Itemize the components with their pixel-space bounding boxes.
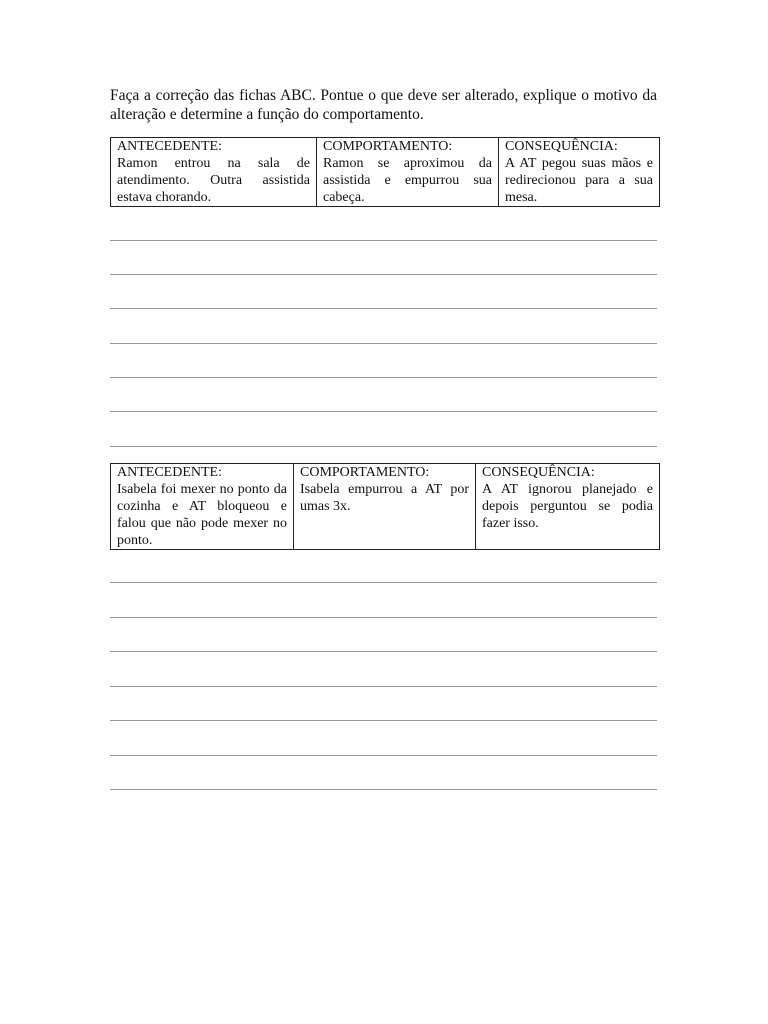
- instructions-paragraph: Faça a correção das fichas ABC. Pontue o que deve ser alterado, explique o motivo da alteração e determine a função do comportamento.: [110, 87, 657, 123]
- antecedente-cell: [111, 138, 317, 207]
- comportamento-cell: [317, 138, 499, 207]
- antecedente-label: ANTECEDENTE:: [117, 139, 222, 154]
- consequencia-text: A AT pegou suas mãos e redirecionou para a sua mesa.: [505, 156, 653, 205]
- comportamento-text: Ramon se aproximou da assistida e empurrou sua cabeça.: [323, 156, 492, 205]
- consequencia-cell: [476, 464, 660, 550]
- antecedente-label: ANTECEDENTE:: [117, 465, 222, 480]
- abc-table-2: [110, 463, 660, 550]
- consequencia-cell: [499, 138, 660, 207]
- table-row: [111, 464, 660, 550]
- abc-table-1: [110, 137, 660, 207]
- answer-line: [110, 274, 657, 275]
- consequencia-label: CONSEQUÊNCIA:: [482, 465, 595, 480]
- answer-line: [110, 377, 657, 378]
- answer-line: [110, 789, 657, 790]
- consequencia-text: A AT ignorou planejado e depois perguntou se podia fazer isso.: [482, 482, 653, 531]
- answer-line: [110, 240, 657, 241]
- table-row: [111, 138, 660, 207]
- answer-line: [110, 617, 657, 618]
- answer-line: [110, 308, 657, 309]
- comportamento-cell: [294, 464, 476, 550]
- antecedente-cell: [111, 464, 294, 550]
- answer-line: [110, 651, 657, 652]
- answer-line: [110, 343, 657, 344]
- answer-line: [110, 686, 657, 687]
- answer-line: [110, 720, 657, 721]
- comportamento-text: Isabela empurrou a AT por umas 3x.: [300, 482, 469, 514]
- comportamento-label: COMPORTAMENTO:: [300, 465, 430, 480]
- answer-line: [110, 446, 657, 447]
- answer-line: [110, 755, 657, 756]
- answer-line: [110, 411, 657, 412]
- antecedente-text: Isabela foi mexer no ponto da cozinha e AT bloqueou e falou que não pode mexer no ponto.: [117, 482, 287, 548]
- answer-line: [110, 582, 657, 583]
- comportamento-label: COMPORTAMENTO:: [323, 139, 453, 154]
- antecedente-text: Ramon entrou na sala de atendimento. Outra assistida estava chorando.: [117, 156, 310, 205]
- consequencia-label: CONSEQUÊNCIA:: [505, 139, 618, 154]
